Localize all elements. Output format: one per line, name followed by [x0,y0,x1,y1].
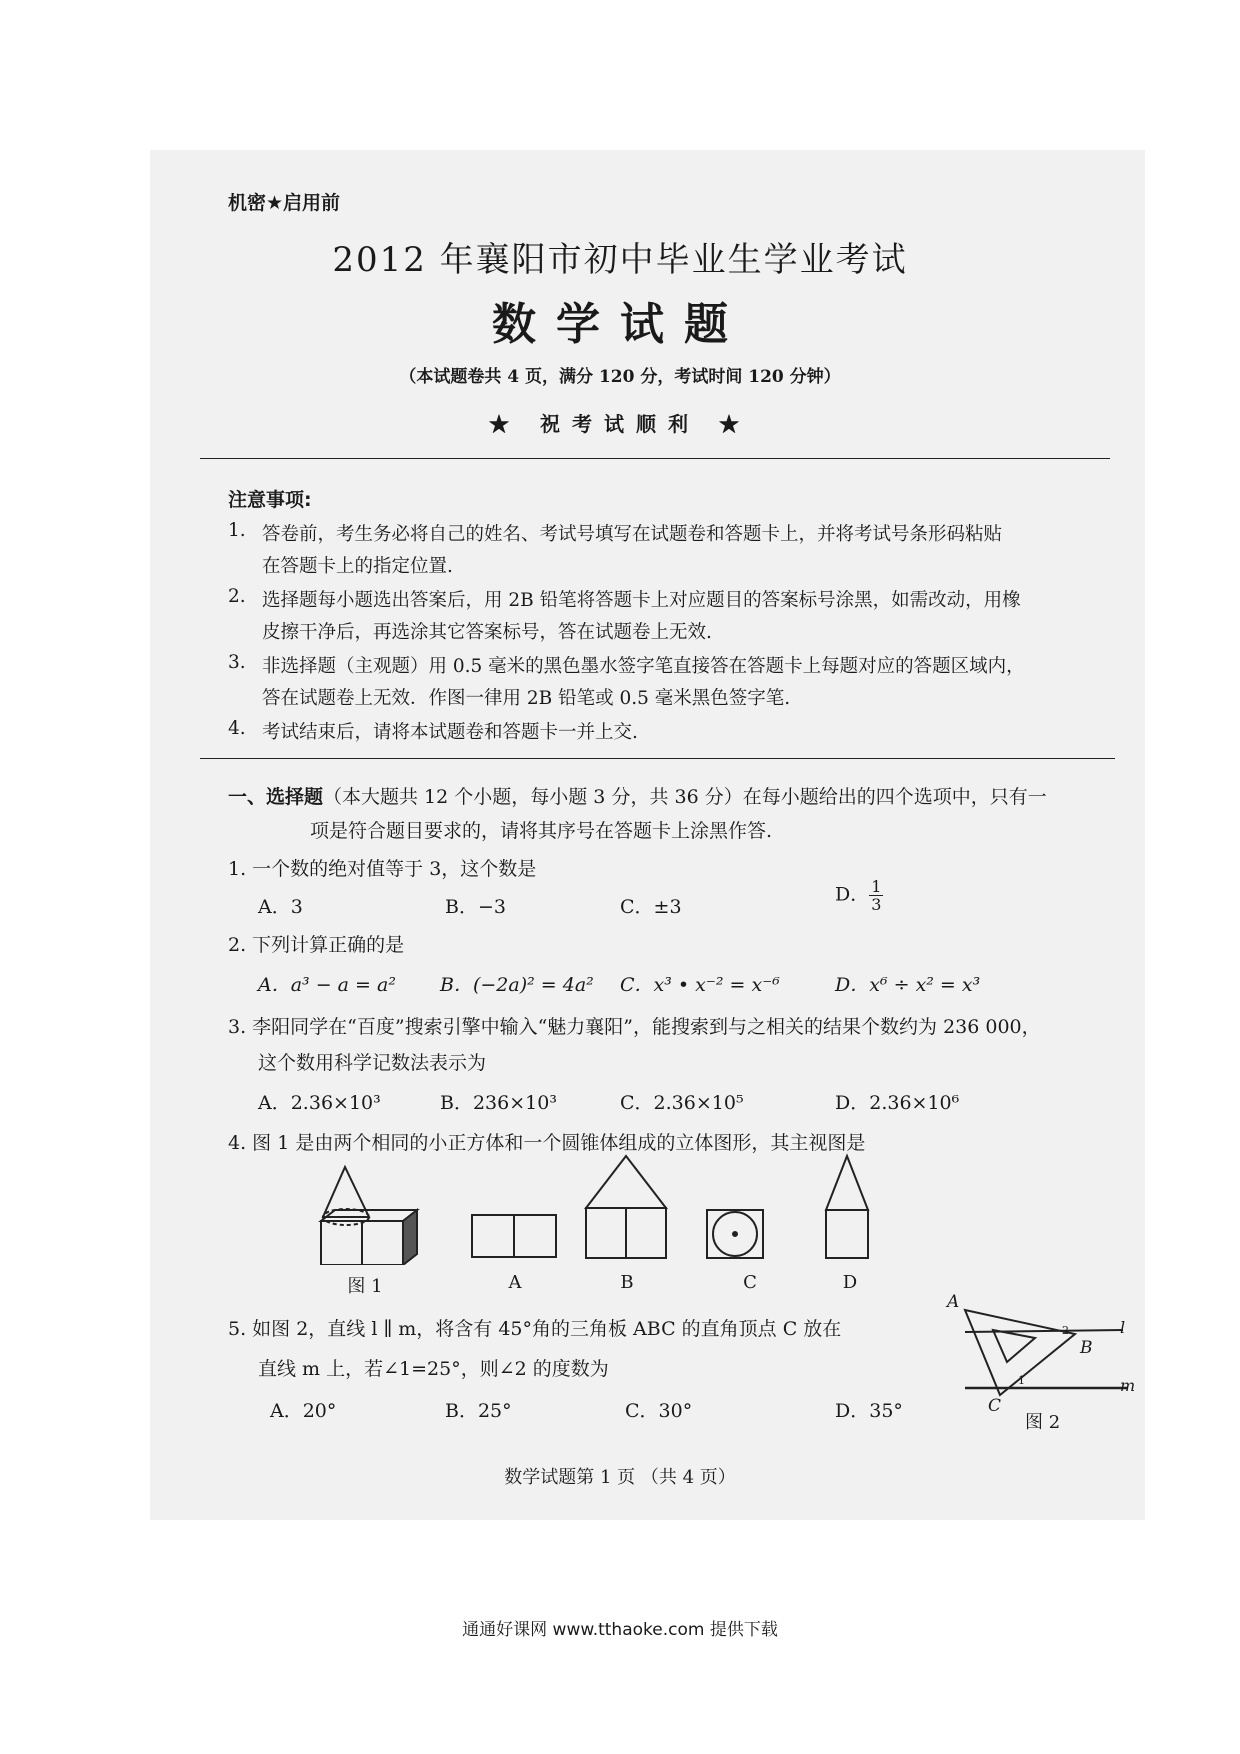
notice-4-num: 4. [228,718,246,739]
q3-option-a: A．2.36×10³ [258,1092,381,1114]
notice-1-num: 1. [228,520,246,541]
fraction-denominator: 3 [871,895,882,914]
notice-3-line1: 非选择题（主观题）用 0.5 毫米的黑色墨水签字笔直接答在答题卡上每题对应的答题区域内， [262,656,1025,677]
q5-stem: 5. 如图 2，直线 l ∥ m，将含有 45°角的三角板 ABC 的直角顶点 C 放在 [228,1318,842,1340]
notice-1-line1: 答卷前，考生务必将自己的姓名、考试号填写在试题卷和答题卡上，并将考试号条形码粘贴 [262,524,1003,545]
q1-stem: 1. 一个数的绝对值等于 3，这个数是 [228,858,537,880]
q3-option-d: D．2.36×10⁶ [835,1092,960,1114]
angle-1-label: 1 [1018,1374,1025,1387]
q4-stem: 4. 图 1 是由两个相同的小正方体和一个圆锥体组成的立体图形，其主视图是 [228,1132,866,1154]
subject-title: 数学试题 [492,299,748,350]
figure-2-label: 图 2 [1025,1412,1061,1433]
page-footer: 数学试题第 1 页 （共 4 页） [504,1467,736,1488]
q1-option-d-prefix: D． [835,883,870,906]
q2-option-d: D．x⁶ ÷ x² = x³ [835,974,981,996]
section-heading [228,782,1047,809]
view-option-a [470,1205,560,1260]
figure-1-label: 图 1 [347,1276,383,1297]
source-credit: 通通好课网 www.tthaoke.com 提供下载 [462,1620,778,1640]
q5-option-c: C．30° [625,1400,693,1422]
point-c-label: C [988,1396,1002,1416]
notice-3-line2: 答在试题卷上无效．作图一律用 2B 铅笔或 0.5 毫米黑色签字笔. [262,688,791,709]
q5-option-d: D．35° [835,1400,903,1422]
q3-stem: 3. 李阳同学在“百度”搜索引擎中输入“魅力襄阳”，能搜索到与之相关的结果个数约为 236 000， [228,1016,1041,1038]
q3-option-b: B．236×10³ [440,1092,557,1114]
figure-2-diagram [945,1290,1135,1420]
fraction-numerator: 1 [871,877,882,896]
q3-option-c: C．2.36×10⁵ [620,1092,744,1114]
point-a-label: A [947,1292,960,1312]
view-label-d: D [842,1272,858,1293]
confidential-label: 机密★启用前 [228,192,341,214]
q3-stem-line2: 这个数用科学记数法表示为 [258,1052,487,1074]
fraction [869,878,883,913]
notice-2-line1: 选择题每小题选出答案后，用 2B 铅笔将答题卡上对应题目的答案标号涂黑，如需改动，用橡 [262,590,1021,611]
view-label-b: B [620,1272,634,1293]
line-l-label: l [1120,1318,1126,1337]
section-title: 一、选择题 [228,786,324,808]
point-b-label: B [1080,1338,1093,1358]
q1-option-c: C．±3 [620,896,682,918]
line-m-label: m [1120,1376,1136,1395]
notice-2-line2: 皮擦干净后，再选涂其它答案标号，答在试题卷上无效. [262,622,712,643]
q5-option-a: A．20° [270,1400,337,1422]
q1-option-d [835,878,883,913]
notice-3-num: 3. [228,652,246,673]
good-luck-banner: ★ 祝考试顺利 ★ [489,412,751,436]
view-option-b [580,1152,675,1262]
q2-option-b: B．(−2a)² = 4a² [440,974,594,996]
view-option-c [705,1205,770,1260]
q2-option-c: C．x³ • x⁻² = x⁻⁶ [620,974,780,996]
q5-stem-line2: 直线 m 上，若∠1=25°，则∠2 的度数为 [258,1358,609,1380]
q1-option-b: B．−3 [445,896,506,918]
notice-title: 注意事项: [228,489,312,511]
notice-1-line2: 在答题卡上的指定位置. [262,556,453,577]
q2-stem: 2. 下列计算正确的是 [228,934,405,956]
view-label-c: C [743,1272,757,1293]
exam-info: （本试题卷共 4 页，满分 120 分，考试时间 120 分钟） [399,367,841,387]
divider [200,758,1115,759]
q1-option-a: A．3 [258,896,303,918]
section-desc-line2: 项是符合题目要求的，请将其序号在答题卡上涂黑作答. [310,820,773,842]
exam-title: 2012 年襄阳市初中毕业生学业考试 [332,240,908,280]
figure-1-solid [315,1155,425,1265]
angle-2-label: 2 [1062,1324,1069,1337]
notice-2-num: 2. [228,586,246,607]
view-label-a: A [508,1272,522,1293]
q2-option-a: A．a³ − a = a² [258,974,396,996]
section-desc: （本大题共 12 个小题，每小题 3 分，共 36 分）在每小题给出的四个选项中，只有一 [323,786,1047,808]
q5-option-b: B．25° [445,1400,512,1422]
view-option-d [822,1152,877,1262]
divider [200,458,1110,459]
notice-4-line1: 考试结束后，请将本试题卷和答题卡一并上交. [262,722,638,743]
